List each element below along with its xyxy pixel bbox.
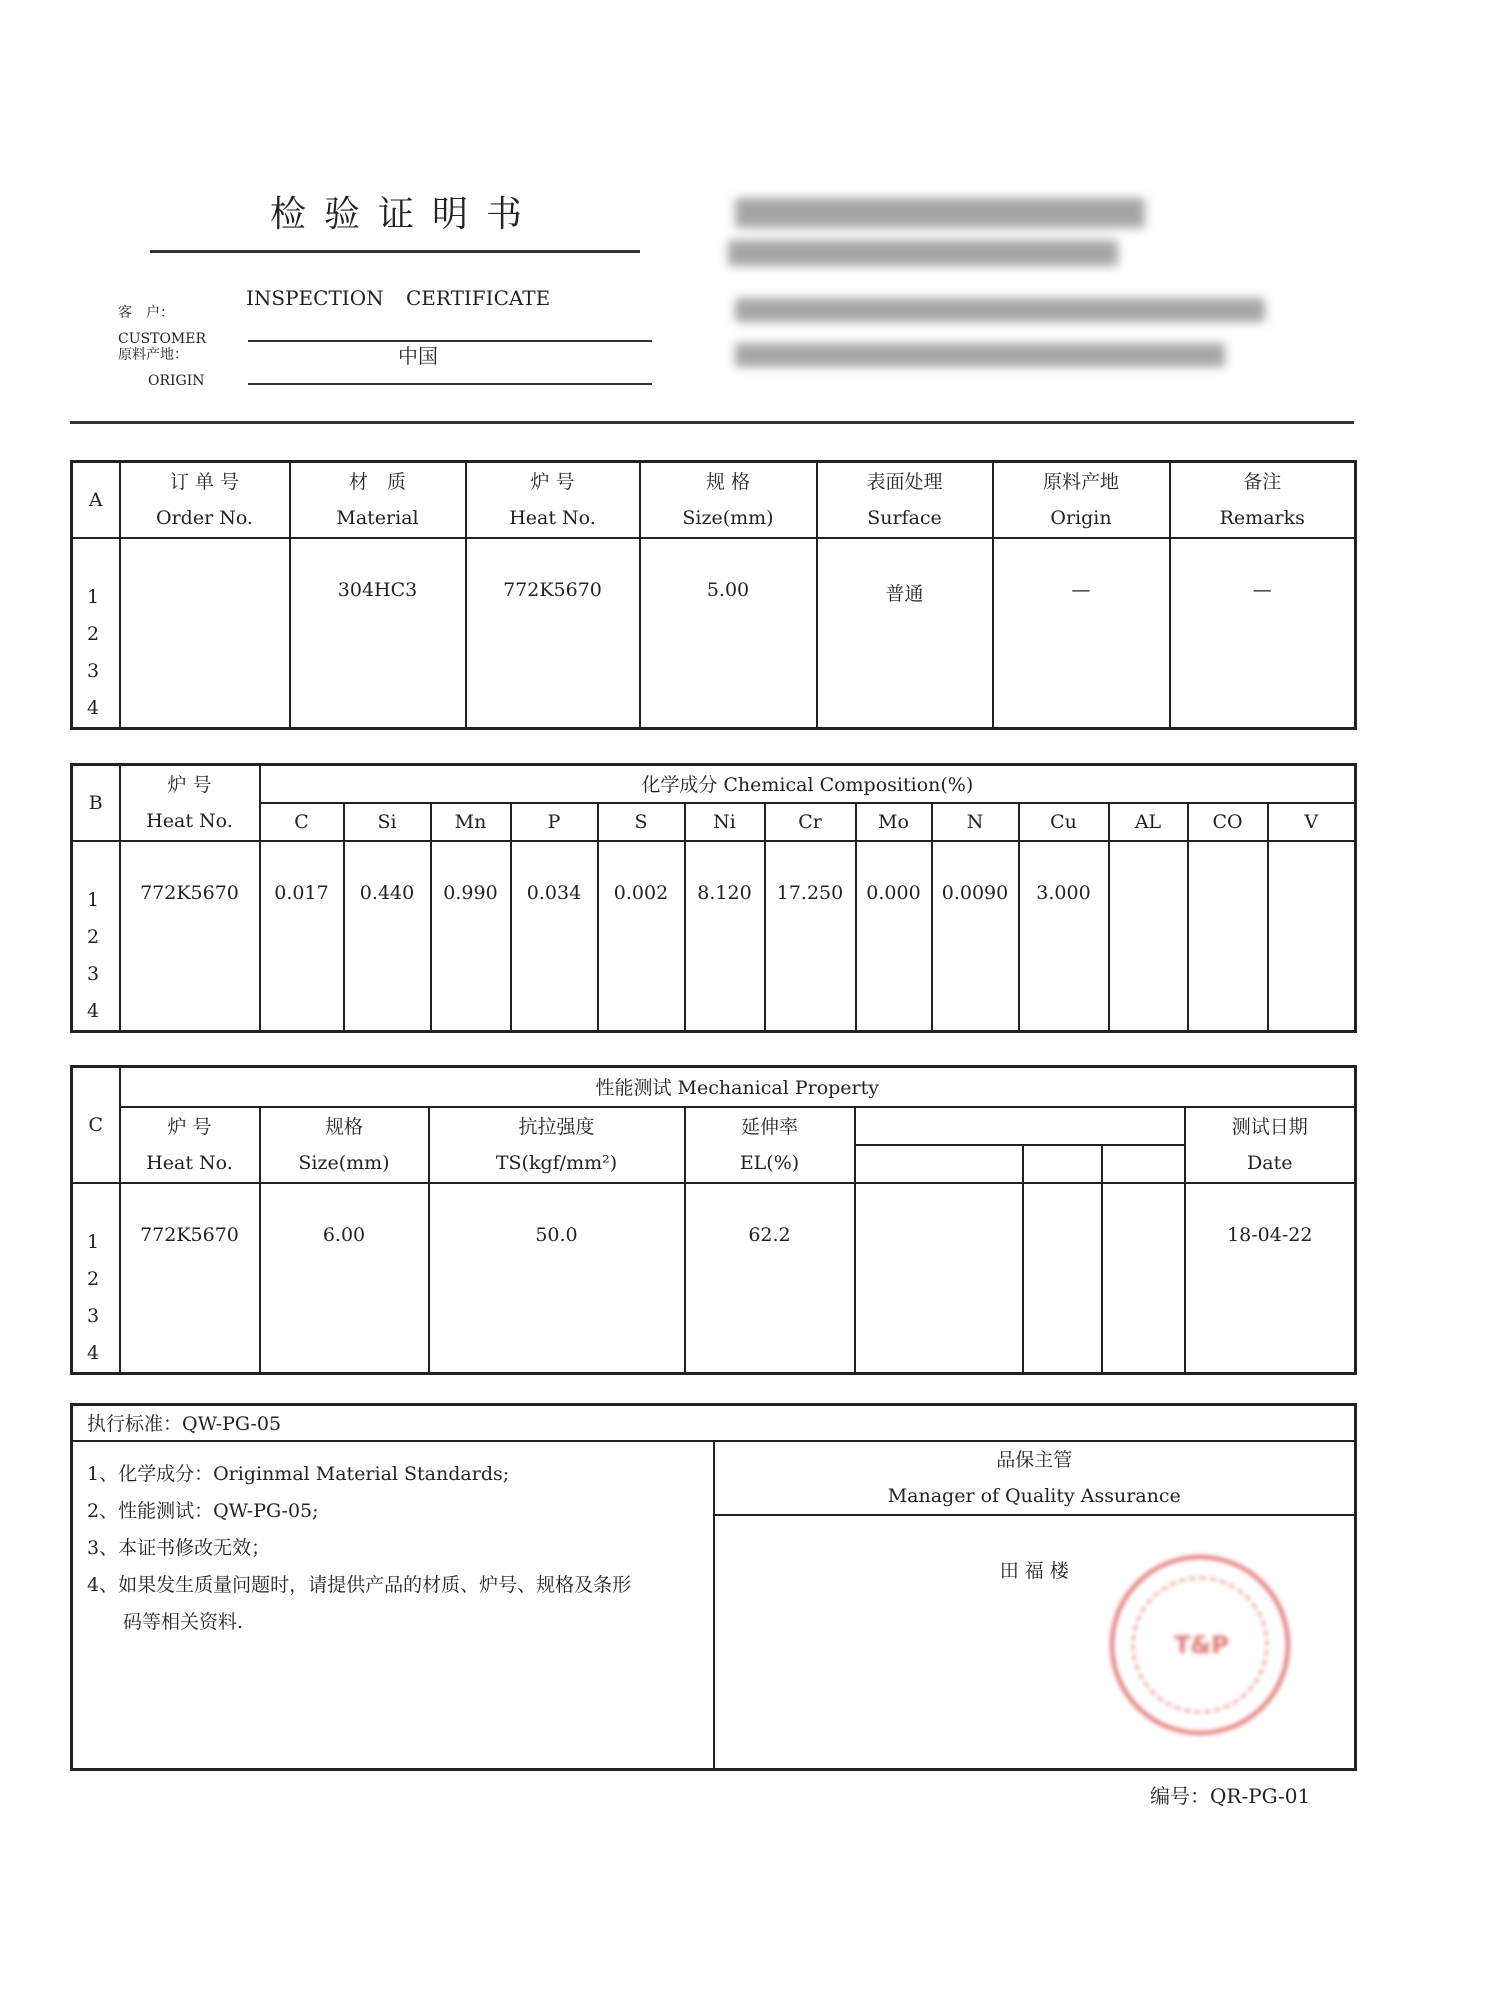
cell-element-value: 0.000	[856, 841, 932, 1032]
header-size: 规格 Size(mm)	[260, 1107, 429, 1183]
company-name-cn-redacted	[735, 198, 1145, 228]
header-elongation: 延伸率 EL(%)	[685, 1107, 855, 1183]
company-name-en-redacted	[728, 240, 1118, 266]
cell-element-value	[1188, 841, 1268, 1032]
header-test-date: 测试日期 Date	[1185, 1107, 1356, 1183]
row-numbers: 1 2 3 4	[72, 1183, 120, 1374]
origin-label-en: ORIGIN	[148, 373, 205, 389]
element-header: Si	[344, 803, 431, 841]
cell-element-value: 8.120	[685, 841, 765, 1032]
header-blank	[1102, 1145, 1185, 1183]
header-material: 材 质 Material	[290, 462, 466, 538]
company-seal-stamp: T&P	[1110, 1555, 1290, 1735]
element-header: Cu	[1019, 803, 1109, 841]
cell-test-date: 18-04-22	[1185, 1183, 1356, 1374]
cell-element-value: 3.000	[1019, 841, 1109, 1032]
header-divider	[70, 421, 1354, 424]
note-item: 4、如果发生质量问题时，请提供产品的材质、炉号、规格及条形	[87, 1573, 632, 1596]
note-item: 码等相关资料.	[123, 1610, 244, 1633]
note-item: 3、本证书修改无效；	[87, 1536, 271, 1559]
chemical-composition-table	[70, 763, 1357, 1033]
customer-label-en: CUSTOMER	[118, 331, 207, 347]
header-size: 规 格 Size(mm)	[640, 462, 817, 538]
header-tensile-strength: 抗拉强度 TS(kgf/mm²)	[429, 1107, 685, 1183]
mechanical-property-title: 性能测试 Mechanical Property	[120, 1067, 1356, 1107]
mechanical-property-table	[70, 1065, 1357, 1375]
header-order-no: 订 单 号 Order No.	[120, 462, 290, 538]
cell-elongation: 62.2	[685, 1183, 855, 1374]
element-header: Mo	[856, 803, 932, 841]
cell-heat-no: 772K5670	[120, 1183, 260, 1374]
company-address-redacted	[735, 298, 1265, 322]
element-header: Cr	[765, 803, 856, 841]
cell-element-value: 0.440	[344, 841, 431, 1032]
header-blank	[855, 1145, 1023, 1183]
order-table	[70, 460, 1357, 730]
cell-heat-no: 772K5670	[120, 841, 260, 1032]
header-heat-no: 炉 号 Heat No.	[120, 1107, 260, 1183]
element-header: V	[1268, 803, 1356, 841]
document-subtitle: INSPECTION CERTIFICATE	[246, 286, 551, 310]
standard-line: 执行标准：QW-PG-05	[72, 1405, 1356, 1441]
chemical-composition-title: 化学成分 Chemical Composition(%)	[260, 765, 1356, 803]
origin-label-cn: 原料产地：	[118, 347, 188, 363]
cell-element-value: 0.017	[260, 841, 344, 1032]
cell-heat-no: 772K5670	[466, 538, 640, 729]
element-header: P	[511, 803, 598, 841]
row-numbers: 1 2 3 4	[72, 538, 120, 729]
cell-blank	[855, 1183, 1023, 1374]
document-title: 检验证明书	[270, 194, 541, 235]
cell-element-value: 0.990	[431, 841, 511, 1032]
section-label: B	[72, 765, 120, 841]
header-heat-no: 炉 号 Heat No.	[466, 462, 640, 538]
note-item: 2、性能测试：QW-PG-05;	[87, 1499, 319, 1522]
cell-material: 304HC3	[290, 538, 466, 729]
cell-size: 5.00	[640, 538, 817, 729]
section-label: C	[72, 1067, 120, 1183]
customer-line	[248, 340, 652, 342]
element-header: AL	[1109, 803, 1188, 841]
row-numbers: 1 2 3 4	[72, 841, 120, 1032]
cell-size: 6.00	[260, 1183, 429, 1374]
cell-element-value: 0.034	[511, 841, 598, 1032]
cell-element-value: 0.0090	[932, 841, 1019, 1032]
cell-element-value: 0.002	[598, 841, 685, 1032]
section-label: A	[72, 462, 120, 538]
signer-name: 田 福 楼	[999, 1559, 1069, 1582]
cell-element-value	[1109, 841, 1188, 1032]
company-contact-redacted	[735, 343, 1225, 367]
header-remarks: 备注 Remarks	[1170, 462, 1356, 538]
cell-surface: 普通	[817, 538, 993, 729]
notes-cell	[72, 1441, 714, 1770]
cell-element-value: 17.250	[765, 841, 856, 1032]
header-blank	[1023, 1145, 1102, 1183]
cell-blank	[1102, 1183, 1185, 1374]
title-underline	[150, 250, 640, 253]
element-header: Mn	[431, 803, 511, 841]
origin-value: 中国	[398, 344, 438, 368]
element-header: Ni	[685, 803, 765, 841]
cell-tensile-strength: 50.0	[429, 1183, 685, 1374]
element-header: CO	[1188, 803, 1268, 841]
cell-order-no	[120, 538, 290, 729]
note-item: 1、化学成分：Originmal Material Standards;	[87, 1462, 510, 1485]
form-number: 编号：QR-PG-01	[1150, 1784, 1311, 1808]
cell-blank	[1023, 1183, 1102, 1374]
element-header: S	[598, 803, 685, 841]
element-header: N	[932, 803, 1019, 841]
qa-title: 品保主管 Manager of Quality Assurance	[714, 1441, 1356, 1515]
cell-remarks: —	[1170, 538, 1356, 729]
header-heat-no: 炉 号 Heat No.	[120, 765, 260, 841]
header-blank	[855, 1107, 1185, 1145]
cell-origin: —	[993, 538, 1170, 729]
origin-line	[248, 383, 652, 385]
customer-label-cn: 客 户：	[118, 305, 174, 321]
cell-element-value	[1268, 841, 1356, 1032]
header-surface: 表面处理 Surface	[817, 462, 993, 538]
element-header: C	[260, 803, 344, 841]
header-origin: 原料产地 Origin	[993, 462, 1170, 538]
